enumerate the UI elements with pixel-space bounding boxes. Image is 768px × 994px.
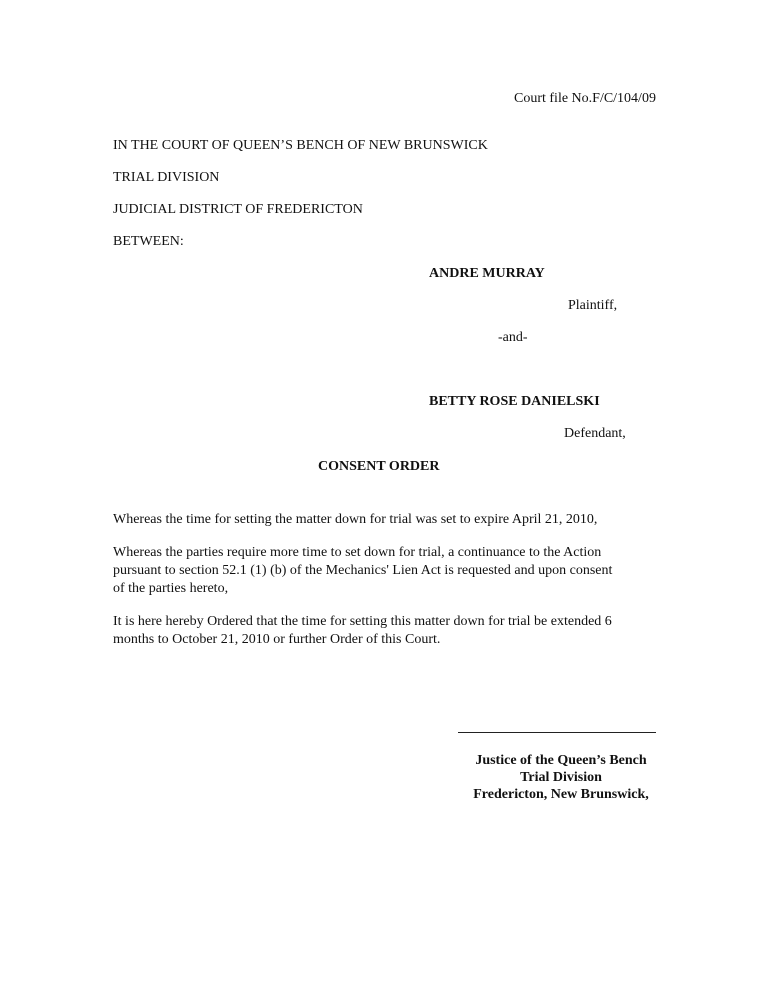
signature-title: Justice of the Queen’s Bench xyxy=(475,753,647,768)
between-label: BETWEEN: xyxy=(113,234,184,249)
signature-location: Fredericton, New Brunswick, xyxy=(473,787,649,802)
judicial-district: JUDICIAL DISTRICT OF FREDERICTON xyxy=(113,202,363,217)
recital-paragraph-1 xyxy=(113,511,658,529)
recital-1-line: Whereas the time for setting the matter down for trial was set to expire April 21, 2010, xyxy=(113,512,598,527)
recital-2-line-2: pursuant to section 52.1 (1) (b) of the Mechanics' Lien Act is requested and upon consent xyxy=(113,563,613,578)
plaintiff-role: Plaintiff, xyxy=(568,298,618,313)
parties-separator: -and- xyxy=(498,330,528,345)
plaintiff-name: ANDRE MURRAY xyxy=(429,266,545,281)
defendant-name: BETTY ROSE DANIELSKI xyxy=(429,394,600,409)
document-title: CONSENT ORDER xyxy=(318,459,440,474)
order-line-1: It is here hereby Ordered that the time for setting this matter down for trial be extended 6 xyxy=(113,614,612,629)
signature-line xyxy=(458,732,656,733)
recital-2-line-1: Whereas the parties require more time to set down for trial, a continuance to the Action xyxy=(113,545,602,560)
defendant-role: Defendant, xyxy=(564,426,626,441)
order-line-2: months to October 21, 2010 or further Order of this Court. xyxy=(113,632,441,647)
court-file-number: Court file No.F/C/104/09 xyxy=(514,91,656,106)
signature-division: Trial Division xyxy=(520,770,602,785)
court-division: TRIAL DIVISION xyxy=(113,170,220,185)
signature-block xyxy=(456,752,666,803)
order-paragraph xyxy=(113,613,658,649)
recital-2-line-3: of the parties hereto, xyxy=(113,581,229,596)
recital-paragraph-2 xyxy=(113,544,658,598)
court-name: IN THE COURT OF QUEEN’S BENCH OF NEW BRUNSWICK xyxy=(113,138,488,153)
